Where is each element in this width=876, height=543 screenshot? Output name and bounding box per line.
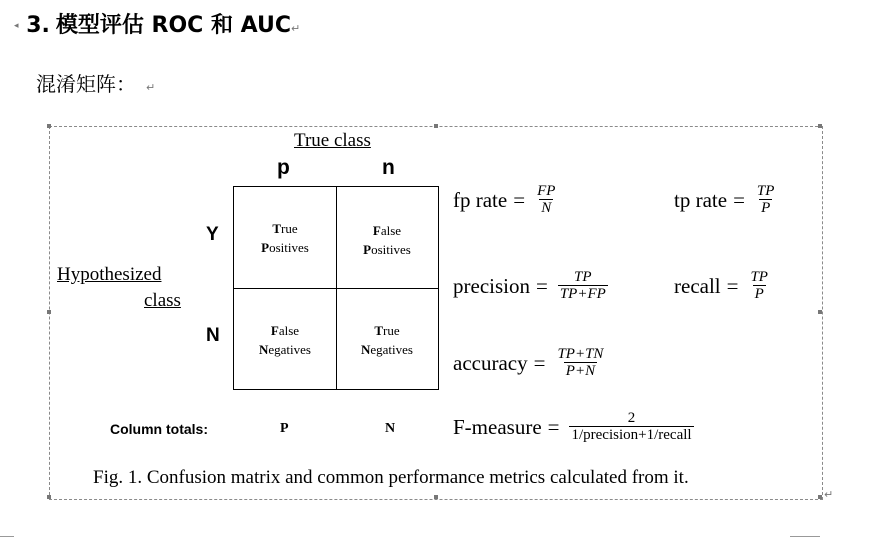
- column-total-p: P: [280, 421, 289, 436]
- row-y-label: Y: [206, 224, 219, 245]
- confusion-matrix: [233, 186, 439, 390]
- column-p-label: p: [277, 156, 290, 179]
- cell-true-negatives: True Negatives: [361, 323, 413, 357]
- formula-precision: precision = $\frac{TP}{TP+FP}$: [453, 269, 606, 302]
- hypothesized-label: Hypothesized: [57, 264, 162, 285]
- column-n-label: n: [382, 156, 395, 179]
- paragraph-mark: ↵: [291, 22, 301, 35]
- fraction: $\frac{2}{\text{1/precision+1/recall}}$: [571, 410, 692, 443]
- true-class-label: True class: [294, 130, 371, 151]
- fraction: $\frac{FP}{N}$: [537, 183, 556, 216]
- figure-caption: Fig. 1. Confusion matrix and common performance metrics calculated from it.: [93, 467, 689, 488]
- formula-tp-rate: tp rate = $\frac{TP}{P}$: [674, 183, 775, 216]
- fraction: $\frac{TP+TN}{P+N}$: [557, 346, 604, 379]
- fraction: $\frac{TP}{TP+FP}$: [559, 269, 606, 302]
- fraction: $\frac{TP}{P}$: [756, 183, 775, 216]
- section-number: 3.: [26, 13, 50, 38]
- resize-handle-bl[interactable]: [47, 495, 51, 499]
- fraction: $\frac{TP}{P}$: [750, 269, 768, 302]
- paragraph-mark: ↵: [146, 81, 156, 94]
- resize-handle-tr[interactable]: [818, 124, 822, 128]
- resize-handle-tl[interactable]: [47, 124, 51, 128]
- matrix-divider-horizontal: [234, 288, 438, 289]
- formula-recall: recall = $\frac{TP}{P}$: [674, 269, 768, 302]
- class-label: class: [144, 290, 181, 311]
- resize-handle-br[interactable]: [818, 495, 822, 499]
- resize-handle-ml[interactable]: [47, 310, 51, 314]
- column-totals-label: Column totals:: [110, 421, 208, 437]
- list-bullet-mark: ◂: [14, 21, 19, 31]
- cell-false-negatives: False Negatives: [259, 323, 311, 357]
- formula-fp-rate: fp rate = $\frac{FP}{N}$: [453, 183, 556, 216]
- row-n-label: N: [206, 325, 220, 346]
- paragraph-mark: ↵: [824, 488, 834, 501]
- resize-handle-mr[interactable]: [818, 310, 822, 314]
- column-total-n: N: [385, 421, 396, 436]
- formula-accuracy: accuracy = $\frac{TP+TN}{P+N}$: [453, 346, 604, 379]
- resize-handle-tm[interactable]: [434, 124, 438, 128]
- resize-handle-bm[interactable]: [434, 495, 438, 499]
- formula-f-measure: F-measure = $\frac{2}{\text{1/precision+1/recall}}$: [453, 410, 692, 443]
- section-heading: [14, 8, 300, 39]
- section-title: 模型评估 ROC 和 AUC: [55, 13, 292, 38]
- subheading-text: 混淆矩阵：: [36, 72, 136, 96]
- confusion-matrix-subheading: [36, 68, 155, 97]
- cell-true-positives: True Positives: [261, 221, 309, 255]
- cell-false-positives: False Positives: [363, 223, 411, 257]
